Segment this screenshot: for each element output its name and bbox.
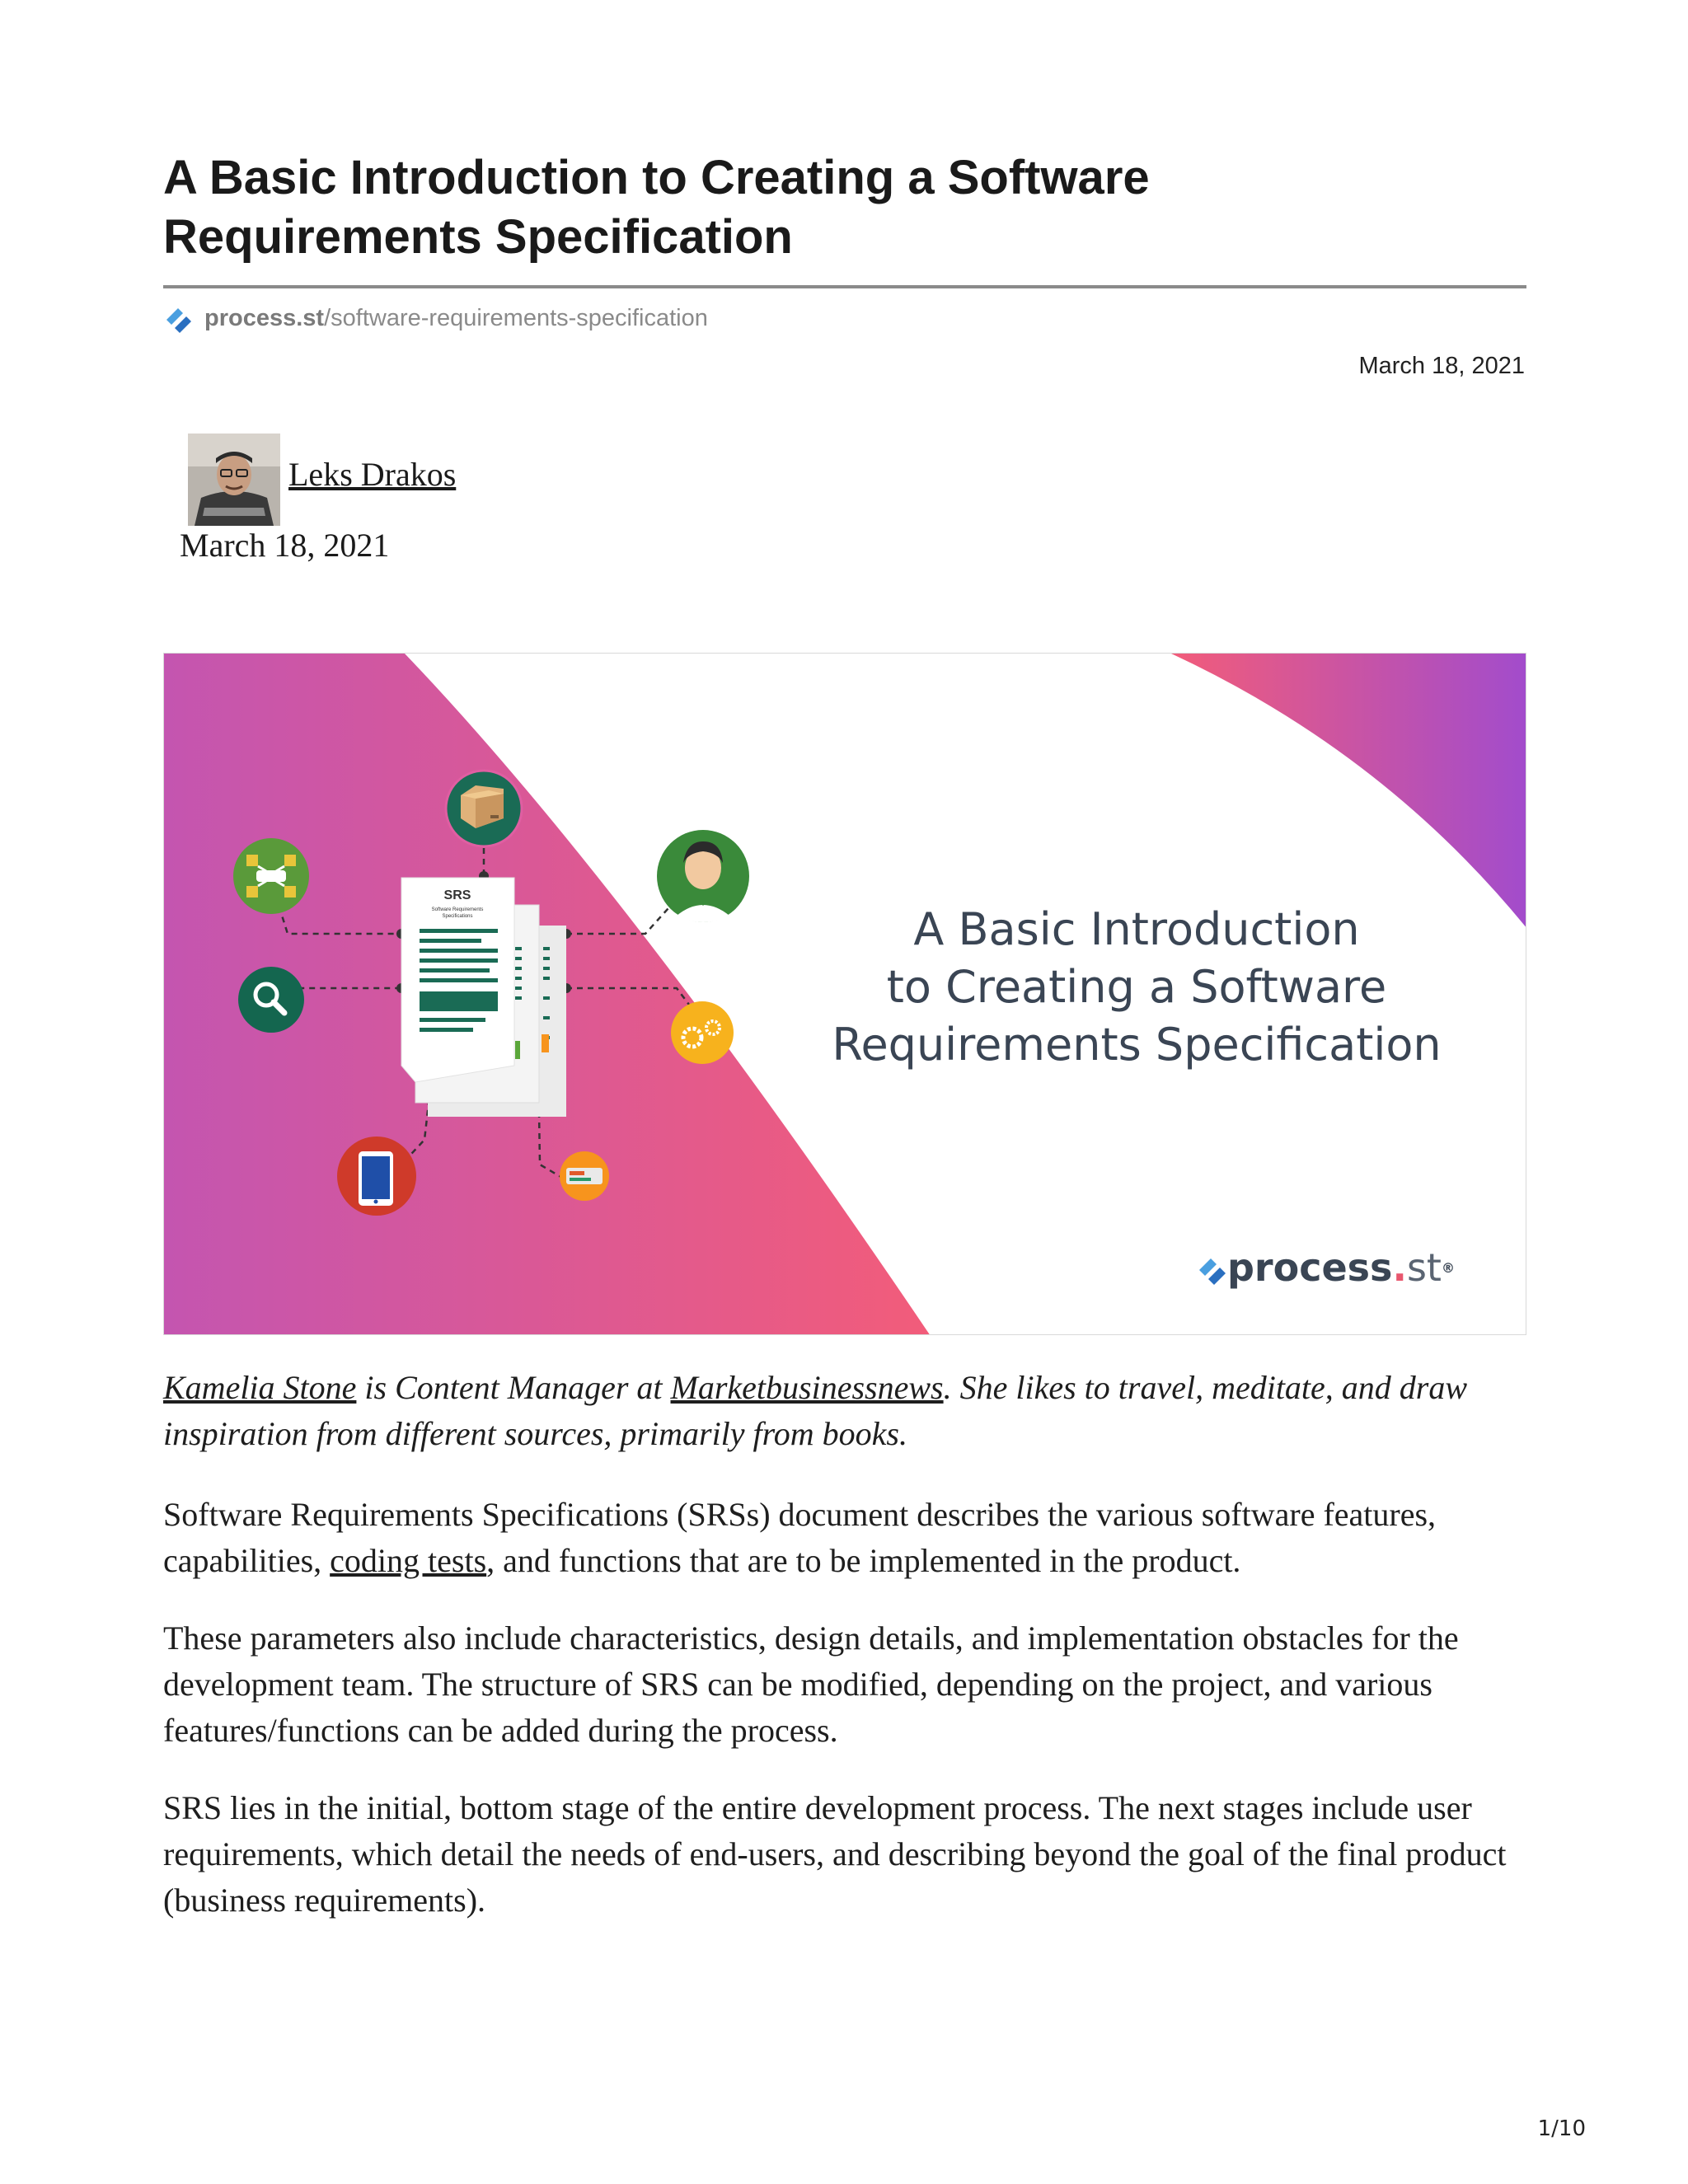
process-st-logo-icon xyxy=(163,302,196,335)
p1-after: , and functions that are to be implemented in the product. xyxy=(486,1542,1241,1579)
paragraph-1 xyxy=(163,1492,1523,1584)
box-icon xyxy=(446,771,522,846)
intro-mid: is Content Manager at xyxy=(356,1369,671,1406)
title-divider xyxy=(163,285,1526,288)
source-domain: process.st xyxy=(204,304,325,331)
source-path: /software-requirements-specification xyxy=(324,304,708,331)
p1-before: Software Requirements Specifications (SRSs) document describes the various software features, capabilities, xyxy=(163,1496,1437,1579)
hero-title-line-3: Requirements Specification xyxy=(832,1019,1442,1071)
doc-sublabel-1: Software Requirements xyxy=(431,907,484,912)
hero-image xyxy=(163,653,1526,1335)
hero-title xyxy=(807,901,1466,1074)
hero-logo-mark: ® xyxy=(1441,1259,1455,1276)
hero-logo xyxy=(1227,1245,1455,1290)
source-link[interactable] xyxy=(163,302,708,335)
phone-icon xyxy=(337,1137,416,1216)
intro-rest: . She likes to travel, meditate, and draw inspiration from different sources, primarily from books. xyxy=(163,1369,1468,1452)
person-icon xyxy=(657,830,749,922)
header-date: March 18, 2021 xyxy=(1358,353,1525,379)
coding-tests-link[interactable]: coding tests xyxy=(330,1542,487,1579)
page-number: 1/10 xyxy=(1537,2116,1586,2141)
byline-date: March 18, 2021 xyxy=(180,527,390,564)
hero-logo-word: process xyxy=(1227,1245,1393,1290)
author-intro xyxy=(163,1365,1523,1457)
hero-logo-st: st xyxy=(1406,1245,1442,1290)
doc-srs-label: SRS xyxy=(443,888,471,902)
paragraph-3: SRS lies in the initial, bottom stage of the entire development process. The next stages include user requirements, which detail the needs of end-users, and describing beyond the goal of the final product (business requirements). xyxy=(163,1789,1507,1919)
network-icon xyxy=(233,838,309,914)
intro-site-link[interactable]: Marketbusinessnews xyxy=(670,1369,944,1406)
doc-sublabel-2: Specifications xyxy=(442,914,473,919)
card-icon xyxy=(560,1151,609,1201)
intro-author-link[interactable]: Kamelia Stone xyxy=(163,1369,357,1406)
author-name-link[interactable]: Leks Drakos xyxy=(288,456,457,493)
hero-title-line-2: to Creating a Software xyxy=(886,961,1387,1013)
hero-title-line-1: A Basic Introduction xyxy=(913,903,1360,955)
search-icon xyxy=(238,967,304,1033)
paragraph-2: These parameters also include characteristics, design details, and implementation obstacles for the development team. The structure of SRS can be modified, depending on the project, and various features/functions can be added during the process. xyxy=(163,1619,1459,1749)
author-avatar xyxy=(188,434,280,526)
page-title: A Basic Introduction to Creating a Software Requirements Specification xyxy=(163,151,1150,264)
hero-logo-dot: . xyxy=(1392,1245,1407,1290)
gears-icon xyxy=(671,1001,734,1064)
